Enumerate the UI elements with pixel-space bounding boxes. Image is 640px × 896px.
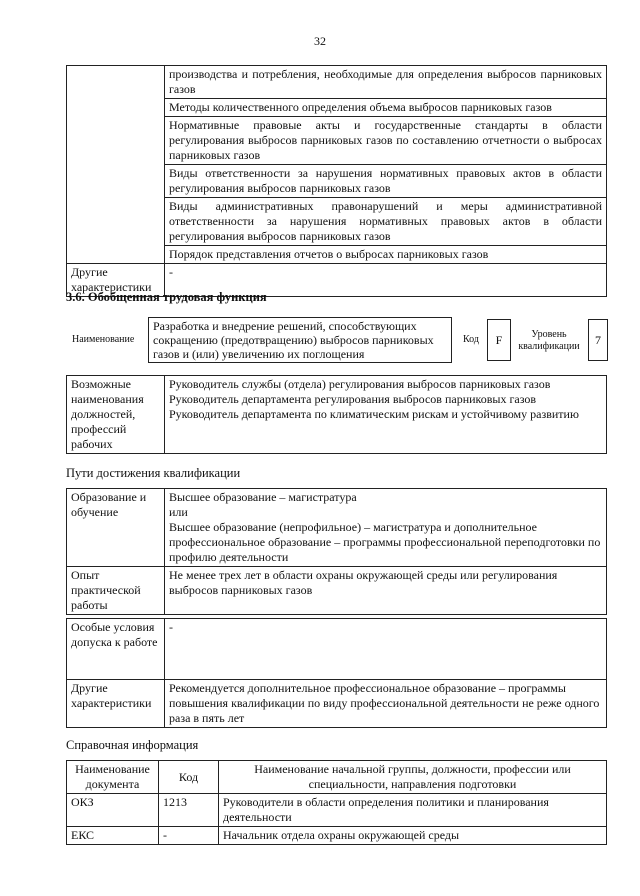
qualification-heading: Пути достижения квалификации	[66, 466, 241, 480]
table-row	[67, 567, 607, 615]
knowledge-item: Порядок представления отчетов о выбросах парниковых газов	[165, 246, 607, 264]
function-name: Разработка и внедрение решений, способствующих сокращению (предотвращению) выбросов парниковых газов и (или) увеличению их поглощения	[153, 319, 434, 361]
position-item: Руководитель департамента по климатическим рискам и устойчивому развитию	[169, 407, 579, 421]
cell-code: -	[159, 827, 219, 845]
experience-value: Не менее трех лет в области охраны окружающей среды или регулирования выбросов парниковых газов	[165, 567, 607, 615]
education-line: или	[169, 505, 188, 519]
position-item: Руководитель службы (отдела) регулирования выбросов парниковых газов	[169, 377, 551, 391]
section-title: 3.6. Обобщенная трудовая функция	[66, 290, 267, 304]
education-line: Высшее образование – магистратура	[169, 490, 357, 504]
knowledge-table	[66, 65, 607, 297]
level-label: Уровень квалификации	[518, 329, 580, 352]
knowledge-item: производства и потребления, необходимые для определения выбросов парниковых газов	[165, 66, 607, 99]
knowledge-item: Виды административных правонарушений и меры административной ответственности за нарушения нормативных правовых актов в области регулирования выбросов парниковых газов	[165, 198, 607, 246]
cell-code: 1213	[159, 794, 219, 827]
table-header-row	[67, 761, 607, 794]
admission-table	[66, 618, 607, 728]
knowledge-item: Нормативные правовые акты и государственные стандарты в области регулирования выбросов парниковых газов по составлению отчетности о выбросах парниковых газов	[165, 117, 607, 165]
education-line: Высшее образование (непрофильное) – магистратура и дополнительное профессиональное образование – программы профессиональной переподготовки по профилю деятельности	[169, 520, 601, 564]
other-chars-label: Другие характеристики	[67, 680, 165, 728]
other-chars-value: Рекомендуется дополнительное профессиональное образование – программы повышения квалификации по виду профессиональной деятельности не реже одного раза в пять лет	[165, 680, 607, 728]
table-row	[67, 827, 607, 845]
code-value: F	[495, 333, 503, 347]
cell-name: Руководители в области определения политики и планирования деятельности	[219, 794, 607, 827]
level-value: 7	[595, 333, 601, 347]
admission-label: Особые условия допуска к работе	[67, 619, 165, 680]
code-label: Код	[463, 334, 479, 345]
table-row	[67, 66, 607, 99]
reference-table	[66, 760, 607, 845]
table-row	[67, 376, 607, 454]
page-number: 32	[314, 34, 326, 48]
header-group-name: Наименование начальной группы, должности, профессии или специальности, направления подготовки	[219, 761, 607, 794]
header-doc-name: Наименование документа	[67, 761, 159, 794]
reference-heading: Справочная информация	[66, 738, 199, 752]
admission-value: -	[165, 619, 607, 680]
positions-label: Возможные наименования должностей, профессий рабочих	[67, 376, 165, 454]
education-label: Образование и обучение	[67, 489, 165, 567]
qualification-table	[66, 488, 607, 615]
cell-name: Начальник отдела охраны окружающей среды	[219, 827, 607, 845]
positions-table	[66, 375, 607, 454]
name-label: Наименование	[72, 334, 135, 345]
code-value-box	[487, 319, 511, 361]
table-row	[67, 619, 607, 680]
header-code: Код	[159, 761, 219, 794]
other-characteristics-label: Другие характеристики	[67, 264, 165, 297]
knowledge-item: Методы количественного определения объема выбросов парниковых газов	[165, 99, 607, 117]
other-characteristics-value: -	[165, 264, 607, 297]
level-value-box	[588, 319, 608, 361]
cell-doc: ОКЗ	[67, 794, 159, 827]
table-row	[67, 794, 607, 827]
knowledge-item: Виды ответственности за нарушения нормативных правовых актов в области регулирования выбросов парниковых газов	[165, 165, 607, 198]
table-row	[67, 680, 607, 728]
position-item: Руководитель департамента регулирования выбросов парниковых газов	[169, 392, 537, 406]
table-row	[67, 489, 607, 567]
cell-doc: ЕКС	[67, 827, 159, 845]
experience-label: Опыт практической работы	[67, 567, 165, 615]
function-name-box	[148, 317, 452, 363]
